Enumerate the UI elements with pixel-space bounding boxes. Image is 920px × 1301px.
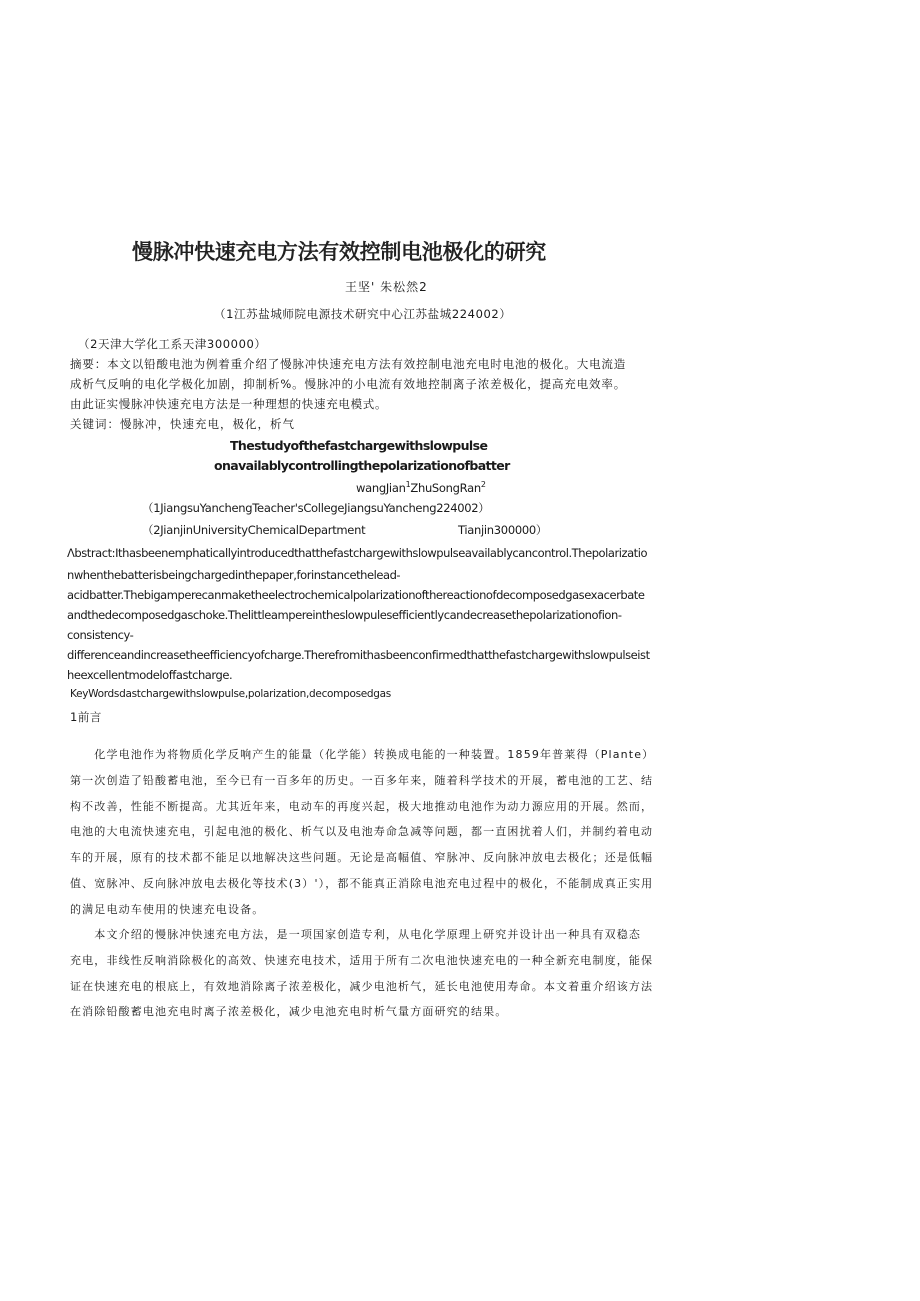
affiliation-1-en: （1JiangsuYanchengTeacher'sCollegeJiangsuYancheng224002） [142,501,490,515]
abstract-en-line: heexcellentmodeloffastcharge. [67,668,233,682]
paragraph-line: 的满足电动车使用的快速充电设备。 [70,902,265,916]
affiliation-2-en-location: Tianjin300000） [458,523,548,537]
author-en-2: ZhuSongRan [410,480,481,495]
paragraph-line: 充电，非线性反响消除极化的高效、快速充电技术，适用于所有二次电池快速充电的一种全新充电制度，能保 [70,953,654,967]
abstract-en-line: nwhenthebatterisbeingchargedinthepaper,forinstancethelead- [67,568,401,582]
abstract-en-line: consistency- [67,628,134,642]
author-en-1-sup: 1 [405,480,411,489]
abstract-en-line: differenceandincreasetheefficiencyofcharge.Therefromithasbeenconfirmedthatthefastchargewithslowpulseist [67,648,650,662]
paragraph-line: 本文介绍的慢脉冲快速充电方法，是一项国家创造专利，从电化学原理上研究并设计出一种具有双稳态 [70,928,642,941]
paragraph-2 [70,922,654,1025]
author-en-2-sup: 2 [480,480,486,489]
paragraph-1 [70,742,655,923]
section-1-heading: 1前言 [70,710,102,724]
keywords-en: KeyWordsdastchargewithslowpulse,polarization,decomposedgas [70,688,391,700]
paragraph-line: 化学电池作为将物质化学反响产生的能量（化学能）转换成电能的一种装置。1859年普莱得（Plante） [70,748,655,761]
affiliation-2-cn: （2天津大学化工系天津300000） [78,337,267,351]
paragraph-line: 车的开展，原有的技术都不能足以地解决这些问题。无论是高幅值、窄脉冲、反向脉冲放电去极化；还是低幅 [70,851,654,865]
authors-en [356,480,486,495]
affiliation-2-en: （2JianjinUniversityChemicalDepartment [142,523,366,537]
affiliation-1-cn: （1江苏盐城师院电源技术研究中心江苏盐城224002） [214,307,512,321]
paragraph-line: 第一次创造了铅酸蓄电池，至今已有一百多年的历史。一百多年来，随着科学技术的开展，蓄电池的工艺、结 [70,773,654,787]
paragraph-line: 在消除铅酸蓄电池充电时离子浓差极化，减少电池充电时析气量方面研究的结果。 [70,1005,508,1019]
paper-title-en-line-1: Thestudyofthefastchargewithslowpulse [230,438,488,453]
abstract-en-line: Λbstract:Ithasbeenemphaticallyintroducedthatthefastchargewithslowpulseavailablycancontrol.Thepolarizatio [67,546,648,560]
paper-title-cn: 慢脉冲快速充电方法有效控制电池极化的研究 [132,240,546,264]
abstract-en-line: andthedecomposedgaschoke.Thelittleampereintheslowpulesefficientlycandecreasethepolarizationofion- [67,608,622,622]
abstract-en-line: acidbatter.Thebigamperecanmaketheelectrochemicalpolarizationofthereactionofdecomposedgasexacerbate [67,588,645,602]
authors-cn: 王坚' 朱松然2 [345,280,428,294]
paragraph-line: 值、宽脉冲、反向脉冲放电去极化等技术(3）'），都不能真正消除电池充电过程中的极化，不能制成真正实用 [70,876,654,890]
author-en-1: wangJian [356,480,406,495]
keywords-cn: 关键词：慢脉冲，快速充电，极化，析气 [70,417,295,431]
paper-title-en-line-2: onavailablycontrollingthepolarizationofbatter [214,458,510,473]
paragraph-line: 证在快速充电的根底上，有效地消除离子浓差极化，减少电池析气，延长电池使用寿命。本文着重介绍该方法 [70,979,654,993]
paragraph-line: 电池的大电流快速充电，引起电池的极化、析气以及电池寿命急减等问题，都一直困扰着人们，并制约着电动 [70,825,654,839]
abstract-cn: 摘要：本文以铅酸电池为例着重介绍了慢脉冲快速充电方法有效控制电池充电时电池的极化。大电流造成析气反响的电化学极化加剧，抑制析%。慢脉冲的小电流有效地控制离子浓差极化，提高充电效率。由此证实慢脉冲快速充电方法是一种理想的快速充电模式。 [70,357,626,411]
paragraph-line: 构不改善，性能不断提高。尤其近年来，电动车的再度兴起，极大地推动电池作为动力源应用的开展。然而， [70,799,654,813]
